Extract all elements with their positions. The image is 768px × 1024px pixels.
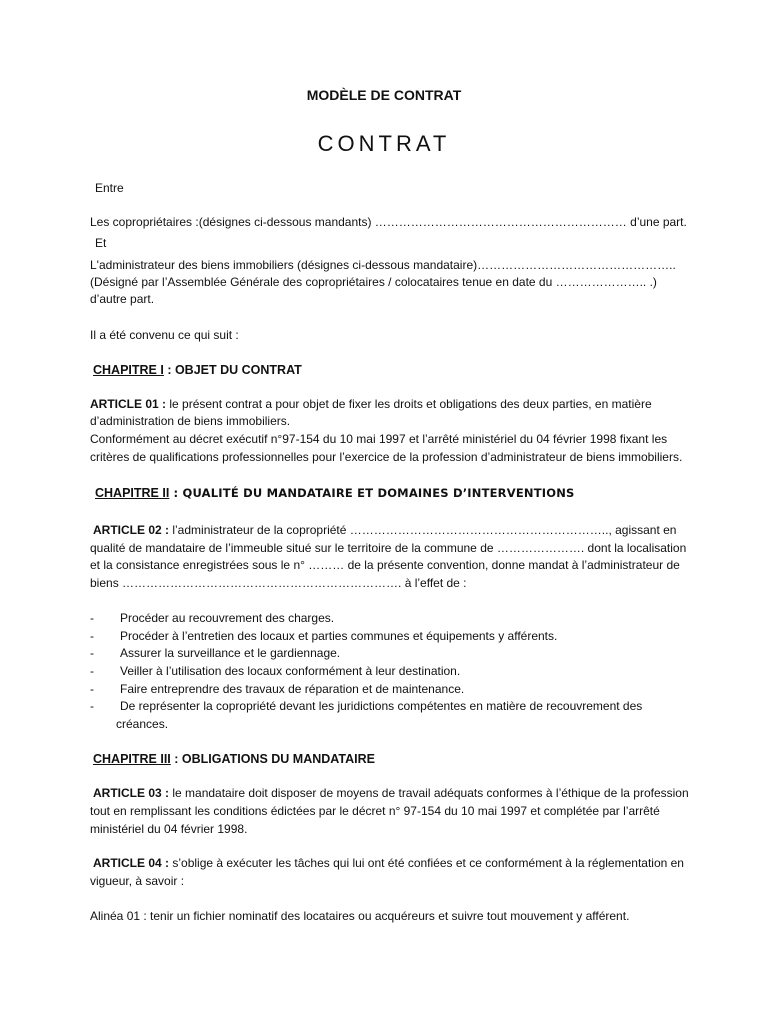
document-page: MODÈLE DE CONTRAT CONTRAT Entre Les copropriétaires :(désignes ci-dessous mandants) ……………………………………………………… d’une part. Et L'administrateur des biens immobiliers (désignes ci-dessous mandataire)………………………………………….. (Désigné par l’Assemblée Générale des copropriétaires / colocataires tenue en date du ………………….. .) d’autre part. Il a été convenu ce qui suit : CHAPITRE I : OBJET DU CONTRAT ARTICLE 01 : le présent contrat a pour objet de fixer les droits et obligations des deux parties, en matière d’administration de biens immobiliers. Conformément au décret exécutif n°97-154 du 10 mai 1997 et l’arrêté ministériel du 04 février 1998 fixant les critères de qualifications professionnelles pour l’exercice de la profession d’administrateur de biens immobiliers. CHAPITRE II : QUALITÉ DU MANDATAIRE ET DOMAINES D’INTERVENTIONS ARTICLE 02 : l’administrateur de la copropriété ……………………………………………………….., agissant en qualité de mandataire de l’immeuble situé sur le territoire de la commune de …………………. dont la localisation et la consistance enregistrées sous le n° ……… de la présente convention, donne mandat à l’administrateur de biens ……………………………………………………………. à l’effet de : - Procéder au recouvrement des charges. - Procéder à l’entretien des locaux et parties communes et équipements y afférents. - Assurer la surveillance et le gardiennage. - Veiller à l’utilisation des locaux conformément à leur destination. - Faire entreprendre des travaux de réparation et de maintenance. - De représenter la copropriété devant les juridictions compétentes en matière de recouvrement des créances. CHAPITRE III : OBLIGATIONS DU MANDATAIRE ARTICLE 03 : le mandataire doit disposer de moyens de travail adéquats conformes à l’éthique de la profession tout en remplissant les conditions édictées par le décret n° 97-154 du 10 mai 1997 et complétée par l’arrêté ministériel du 04 février 1998. ARTICLE 04 : s’oblige à exécuter les tâches qui lui ont été confiées et ce conformément à la réglementation en vigueur, à savoir : Alinéa 01 : tenir un fichier nominatif des locataires ou acquéreurs et suivre tout mouvement y afférent. <box>0 0 768 1024</box>
list-item-text: Procéder à l’entretien des locaux et parties communes et équipements y afférents. <box>120 629 558 643</box>
article-02-line1 <box>93 522 676 539</box>
article-02-text1: l’administrateur de la copropriété ……………………………………………………….., agissant en <box>169 523 677 537</box>
chapitre-2-heading <box>95 485 575 502</box>
article-01-line2: d’administration de biens immobiliers. <box>90 414 291 428</box>
article-01-line3: Conformément au décret exécutif n°97-154 du 10 mai 1997 et l’arrêté ministériel du 04 février 1998 fixant les <box>90 432 668 446</box>
article-02-label: ARTICLE 02 : <box>93 523 170 537</box>
article-01-line4: critères de qualifications professionnelles pour l’exercice de la profession d’administrateur de biens immobiliers. <box>90 450 683 464</box>
article-03-label: ARTICLE 03 : <box>93 786 170 800</box>
article-03-text1: le mandataire doit disposer de moyens de travail adéquats conformes à l’éthique de la profession <box>169 786 689 800</box>
list-item-text: Procéder au recouvrement des charges. <box>120 611 335 625</box>
article-02-line2: qualité de mandataire de l’immeuble situé sur le territoire de la commune de …………………. dont la localisation <box>90 541 687 555</box>
admin-line: L'administrateur des biens immobiliers (désignes ci-dessous mandataire)………………………………………….. <box>90 258 676 272</box>
article-01-label: ARTICLE 01 : <box>90 397 167 411</box>
list-item-text: De représenter la copropriété devant les juridictions compétentes en matière de recouvrement des <box>120 699 643 713</box>
list-item-continuation: créances. <box>116 717 169 731</box>
chapitre-2-title: : QUALITÉ DU MANDATAIRE ET DOMAINES D’INTERVENTIONS <box>169 486 575 500</box>
chapitre-1-title: : OBJET DU CONTRAT <box>163 363 302 377</box>
chapitre-3-label: CHAPITRE III <box>93 752 171 766</box>
article-03-line3: ministériel du 04 février 1998. <box>90 822 248 836</box>
contract-title: CONTRAT <box>317 131 451 156</box>
model-title: MODÈLE DE CONTRAT <box>306 87 462 103</box>
article-01-line1 <box>90 396 652 413</box>
designe-line: (Désigné par l’Assemblée Générale des copropriétaires / colocataires tenue en date du ………………….. .) <box>90 275 657 289</box>
article-04-line1 <box>93 855 684 872</box>
parties-line: Les copropriétaires :(désignes ci-dessous mandants) ……………………………………………………… d’une part. <box>90 215 687 229</box>
article-04-label: ARTICLE 04 : <box>93 856 170 870</box>
et-text: Et <box>95 236 107 250</box>
article-03-line2: tout en remplissant les conditions édictées par le décret n° 97-154 du 10 mai 1997 et complétée par l’arrêté <box>90 804 660 818</box>
autre-part-text: d’autre part. <box>90 292 155 306</box>
article-02-line4: biens ……………………………………………………………. à l’effet de : <box>90 576 467 590</box>
list-item-text: Assurer la surveillance et le gardiennage. <box>120 646 341 660</box>
article-03-line1 <box>93 785 689 802</box>
list-item-text: Faire entreprendre des travaux de réparation et de maintenance. <box>120 682 465 696</box>
article-02-line3: et la consistance enregistrées sous le n° ……… de la présente convention, donne mandat à l’administrateur de <box>90 558 680 572</box>
chapitre-3-title: : OBLIGATIONS DU MANDATAIRE <box>170 752 375 766</box>
entre-text: Entre <box>95 181 124 195</box>
article-04-line2: vigueur, à savoir : <box>90 874 185 888</box>
chapitre-2-label: CHAPITRE II <box>95 486 170 500</box>
article-04-text1: s’oblige à exécuter les tâches qui lui ont été confiées et ce conformément à la réglementation en <box>169 856 684 870</box>
article-01-text1: le présent contrat a pour objet de fixer les droits et obligations des deux parties, en matière <box>166 397 652 411</box>
alinea-01: Alinéa 01 : tenir un fichier nominatif des locataires ou acquéreurs et suivre tout mouvement y afférent. <box>90 909 630 923</box>
convenu-text: Il a été convenu ce qui suit : <box>90 328 239 342</box>
chapitre-1-label: CHAPITRE I <box>93 363 164 377</box>
list-item-text: Veiller à l’utilisation des locaux conformément à leur destination. <box>120 664 461 678</box>
chapitre-3-heading <box>93 751 375 768</box>
chapitre-1-heading <box>93 362 302 379</box>
